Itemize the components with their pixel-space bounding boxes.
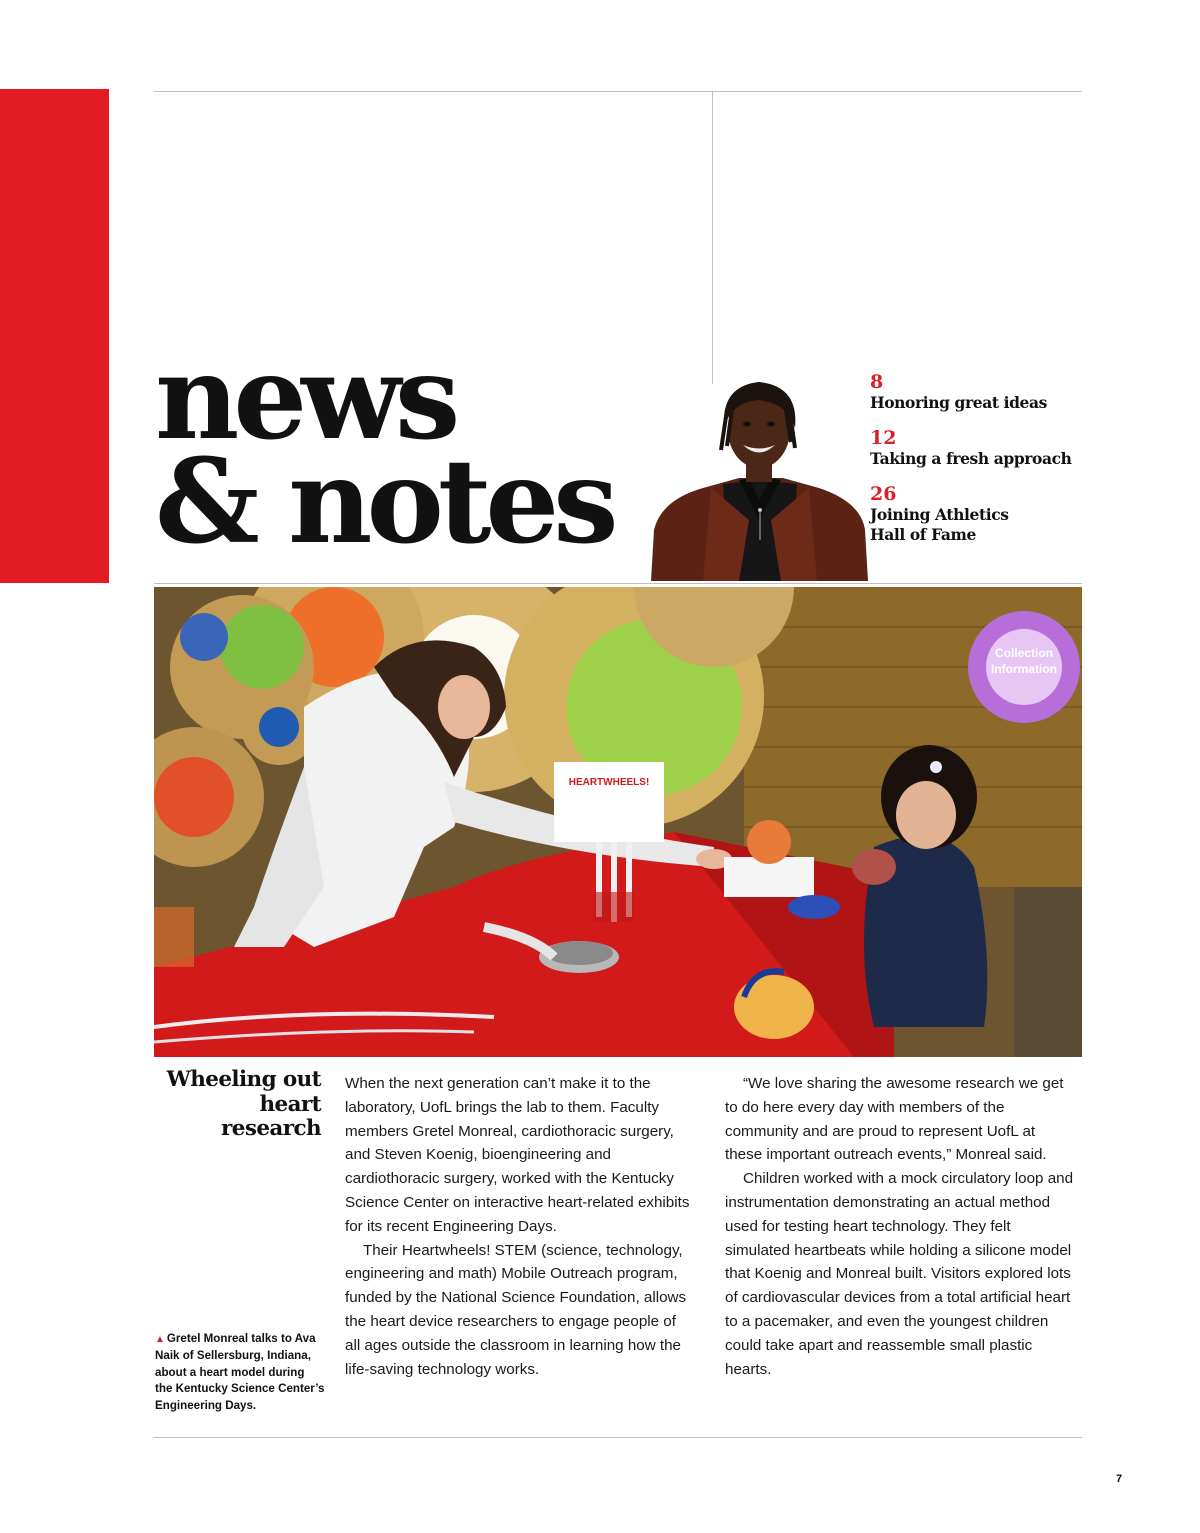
wall-sign-text: Information xyxy=(991,662,1057,676)
title-line-1: news xyxy=(155,330,455,466)
portrait-photo xyxy=(651,380,868,581)
toc-page-number: 26 xyxy=(870,483,897,505)
photo-caption xyxy=(155,1331,325,1414)
toc-page-number: 8 xyxy=(870,371,884,393)
caption-text: Gretel Monreal talks to Ava Naik of Sellersburg, Indiana, about a heart model during the Kentucky Science Center’s Engineering Days. xyxy=(155,1332,325,1412)
wall-sign-text: Collection xyxy=(994,646,1054,660)
heartwheels-sign-text: HEARTWHEELS! xyxy=(568,777,650,788)
toc-title: Joining Athletics Hall of Fame xyxy=(870,505,1009,544)
article-headline: Wheeling out heart research xyxy=(166,1067,321,1141)
paragraph: When the next generation can’t make it to the laboratory, UofL brings the lab to them. Faculty members Gretel Monreal, cardiothoracic surgery, and Steven Koenig, bioengineering and cardiothoracic surgery, worked with the Kentucky Science Center on interactive heart-related exhibits for its recent Engineering Days. xyxy=(345,1075,690,1235)
toc-item[interactable] xyxy=(870,371,1090,413)
toc-item[interactable] xyxy=(870,483,1090,545)
vertical-divider xyxy=(712,92,713,384)
paragraph: Their Heartwheels! STEM (science, technology, engineering and math) Mobile Outreach program, funded by the National Science Foundation, allows the heart device researchers to engage people of all ages outside the classroom in learning how the life-saving technology works. xyxy=(345,1241,687,1378)
toc-title: Honoring great ideas xyxy=(870,393,1047,412)
paragraph: Children worked with a mock circulatory loop and instrumentation demonstrating an actual method used for testing heart technology. They felt simulated heartbeats while holding a silicone model that Koenig and Monreal built. Visitors explored lots of cardiovascular devices from a total artificial heart to a pacemaker, and even the youngest children could take apart and reassemble small plastic hearts. xyxy=(725,1170,1074,1378)
paragraph: “We love sharing the awesome research we get to do here every day with members of the community and are proud to represent UofL at these important outreach events,” Monreal said. xyxy=(725,1075,1064,1164)
top-rule xyxy=(154,91,1082,92)
article-photo xyxy=(154,587,1082,1057)
toc-title: Taking a fresh approach xyxy=(870,449,1072,468)
title-line-2: & notes xyxy=(155,434,613,570)
page-number: 7 xyxy=(1116,1473,1123,1485)
triangle-up-icon: ▲ xyxy=(155,1334,165,1345)
red-accent-bar xyxy=(0,89,109,583)
toc-item[interactable] xyxy=(870,427,1090,469)
table-of-contents xyxy=(870,371,1090,559)
article-bottom-rule xyxy=(154,1437,1082,1438)
masthead-bottom-rule xyxy=(154,583,1082,584)
article-column-2 xyxy=(725,1072,1075,1381)
section-title xyxy=(155,330,715,570)
toc-page-number: 12 xyxy=(870,427,897,449)
article-column-1 xyxy=(345,1072,695,1381)
